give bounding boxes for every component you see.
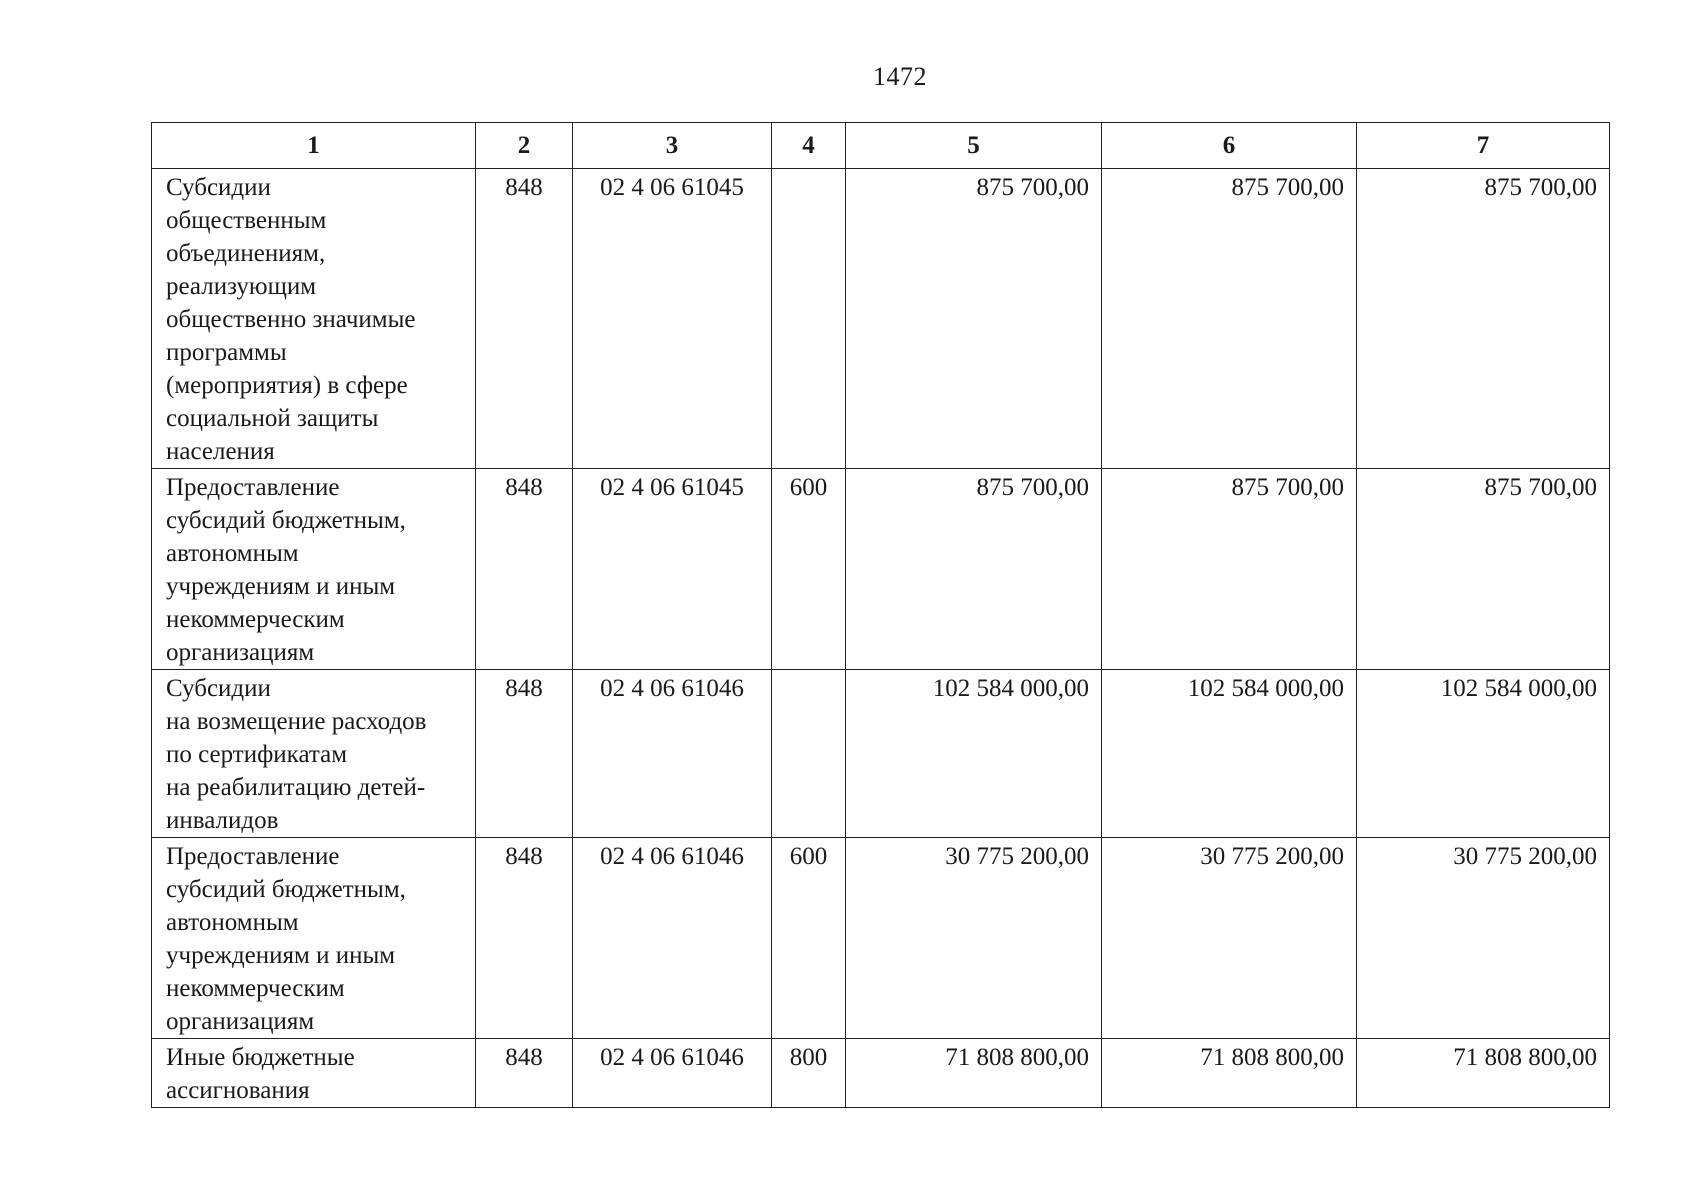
row-expense-type: 600 (772, 838, 846, 1039)
column-header-1: 1 (152, 123, 476, 169)
row-ministry-code: 848 (476, 469, 573, 670)
row-expense-type: 800 (772, 1039, 846, 1108)
row-amount-7: 875 700,00 (1357, 169, 1610, 469)
row-target-code: 02 4 06 61046 (573, 838, 772, 1039)
budget-table (151, 122, 1610, 1108)
table-row (152, 469, 1610, 670)
row-amount-7: 875 700,00 (1357, 469, 1610, 670)
row-amount-6: 71 808 800,00 (1102, 1039, 1357, 1108)
table-row (152, 1039, 1610, 1108)
row-ministry-code: 848 (476, 838, 573, 1039)
row-amount-6: 30 775 200,00 (1102, 838, 1357, 1039)
row-amount-5: 30 775 200,00 (846, 838, 1102, 1039)
row-expense-type: 600 (772, 469, 846, 670)
row-amount-5: 102 584 000,00 (846, 670, 1102, 838)
column-header-6: 6 (1102, 123, 1357, 169)
row-amount-5: 875 700,00 (846, 169, 1102, 469)
table-row (152, 670, 1610, 838)
row-name: Предоставление субсидий бюджетным, автономным учреждениям и иным некоммерческим организациям (152, 838, 476, 1039)
row-target-code: 02 4 06 61045 (573, 169, 772, 469)
table-header-row (152, 123, 1610, 169)
row-amount-7: 30 775 200,00 (1357, 838, 1610, 1039)
column-header-3: 3 (573, 123, 772, 169)
table-row (152, 838, 1610, 1039)
row-expense-type (772, 670, 846, 838)
row-ministry-code: 848 (476, 1039, 573, 1108)
row-ministry-code: 848 (476, 169, 573, 469)
row-target-code: 02 4 06 61046 (573, 1039, 772, 1108)
row-amount-5: 875 700,00 (846, 469, 1102, 670)
row-name: Субсидии на возмещение расходов по сертификатам на реабилитацию детей- инвалидов (152, 670, 476, 838)
row-expense-type (772, 169, 846, 469)
column-header-4: 4 (772, 123, 846, 169)
row-name: Субсидии общественным объединениям, реализующим общественно значимые программы (мероприятия) в сфере социальной защиты населения (152, 169, 476, 469)
row-amount-5: 71 808 800,00 (846, 1039, 1102, 1108)
row-amount-7: 71 808 800,00 (1357, 1039, 1610, 1108)
row-amount-6: 102 584 000,00 (1102, 670, 1357, 838)
column-header-5: 5 (846, 123, 1102, 169)
row-name: Иные бюджетные ассигнования (152, 1039, 476, 1108)
row-name: Предоставление субсидий бюджетным, автономным учреждениям и иным некоммерческим организациям (152, 469, 476, 670)
row-amount-7: 102 584 000,00 (1357, 670, 1610, 838)
page-number: 1472 (873, 62, 927, 91)
row-target-code: 02 4 06 61045 (573, 469, 772, 670)
row-amount-6: 875 700,00 (1102, 169, 1357, 469)
row-amount-6: 875 700,00 (1102, 469, 1357, 670)
row-target-code: 02 4 06 61046 (573, 670, 772, 838)
row-ministry-code: 848 (476, 670, 573, 838)
column-header-2: 2 (476, 123, 573, 169)
column-header-7: 7 (1357, 123, 1610, 169)
table-row (152, 169, 1610, 469)
